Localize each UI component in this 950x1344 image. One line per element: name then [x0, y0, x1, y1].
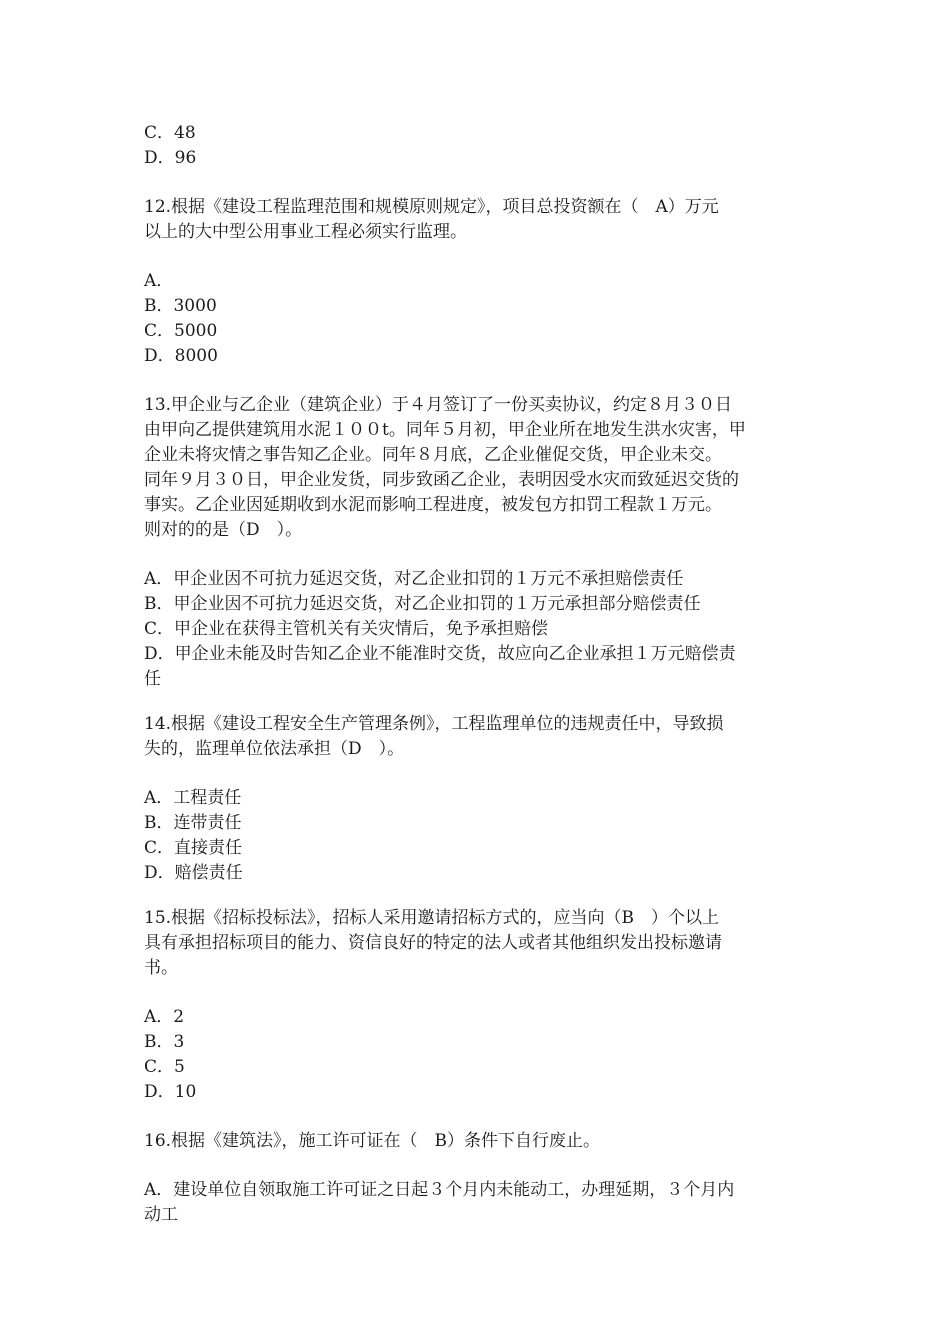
option-d-continuation: 任: [144, 669, 161, 689]
question-16: [144, 1129, 810, 1228]
option-d: D．甲企业未能及时告知乙企业不能准时交货，故应向乙企业承担１万元赔偿责: [144, 644, 736, 664]
option-a: A．甲企业因不可抗力延迟交货，对乙企业扣罚的１万元不承担赔偿责任: [144, 569, 684, 589]
question-stem-line: 16.根据《建筑法》，施工许可证在（ B）条件下自行废止。: [144, 1131, 601, 1151]
question-stem-line: 15.根据《招标投标法》，招标人采用邀请招标方式的，应当向（B ）个以上: [144, 908, 720, 928]
question-stem-line: 失的，监理单位依法承担（D ）。: [144, 739, 405, 759]
question-15: [144, 906, 810, 1105]
option-d: D．96: [144, 148, 197, 168]
question-14: [144, 712, 810, 886]
question-stem-line: 由甲向乙提供建筑用水泥１００t。同年５月初，甲企业所在地发生洪水灾害，甲: [144, 420, 746, 440]
option-c: C．5: [144, 1057, 185, 1077]
document-page: [144, 121, 810, 1228]
option-a: A．2: [144, 1007, 185, 1027]
option-a: A．建设单位自领取施工许可证之日起３个月内未能动工，办理延期，３个月内: [144, 1180, 735, 1200]
question-13: [144, 393, 810, 692]
option-d: D．赔偿责任: [144, 863, 243, 883]
option-c: C．甲企业在获得主管机关有关灾情后，免予承担赔偿: [144, 619, 549, 639]
question-stem-line: 则对的的是（D ）。: [144, 520, 303, 540]
option-b: B．3: [144, 1032, 185, 1052]
option-a: A．: [144, 271, 174, 291]
option-d: D．8000: [144, 346, 218, 366]
question-stem-line: 书。: [144, 958, 178, 978]
question-stem-line: 12.根据《建设工程监理范围和规模原则规定》，项目总投资额在（ A）万元: [144, 197, 719, 217]
option-a: A．工程责任: [144, 788, 242, 808]
question-stem-line: 事实。乙企业因延期收到水泥而影响工程进度，被发包方扣罚工程款１万元。: [144, 495, 722, 515]
question-stem-line: 以上的大中型公用事业工程必须实行监理。: [144, 222, 467, 242]
option-b: B．连带责任: [144, 813, 242, 833]
option-a-continuation: 动工: [144, 1205, 178, 1225]
question-11-options: [144, 121, 810, 171]
question-stem-line: 14.根据《建设工程安全生产管理条例》，工程监理单位的违规责任中，导致损: [144, 714, 724, 734]
option-c: C．5000: [144, 321, 218, 341]
question-stem-line: 具有承担招标项目的能力、资信良好的特定的法人或者其他组织发出投标邀请: [144, 933, 722, 953]
question-stem-line: 同年９月３０日，甲企业发货，同步致函乙企业，表明因受水灾而致延迟交货的: [144, 470, 739, 490]
option-d: D．10: [144, 1082, 197, 1102]
option-b: B．甲企业因不可抗力延迟交货，对乙企业扣罚的１万元承担部分赔偿责任: [144, 594, 701, 614]
option-c: C．直接责任: [144, 838, 243, 858]
question-stem-line: 企业未将灾情之事告知乙企业。同年８月底，乙企业催促交货，甲企业未交。: [144, 445, 722, 465]
question-stem-line: 13.甲企业与乙企业（建筑企业）于４月签订了一份买卖协议，约定８月３０日: [144, 395, 733, 415]
option-c: C．48: [144, 123, 196, 143]
option-b: B．3000: [144, 296, 217, 316]
question-12: [144, 195, 810, 369]
